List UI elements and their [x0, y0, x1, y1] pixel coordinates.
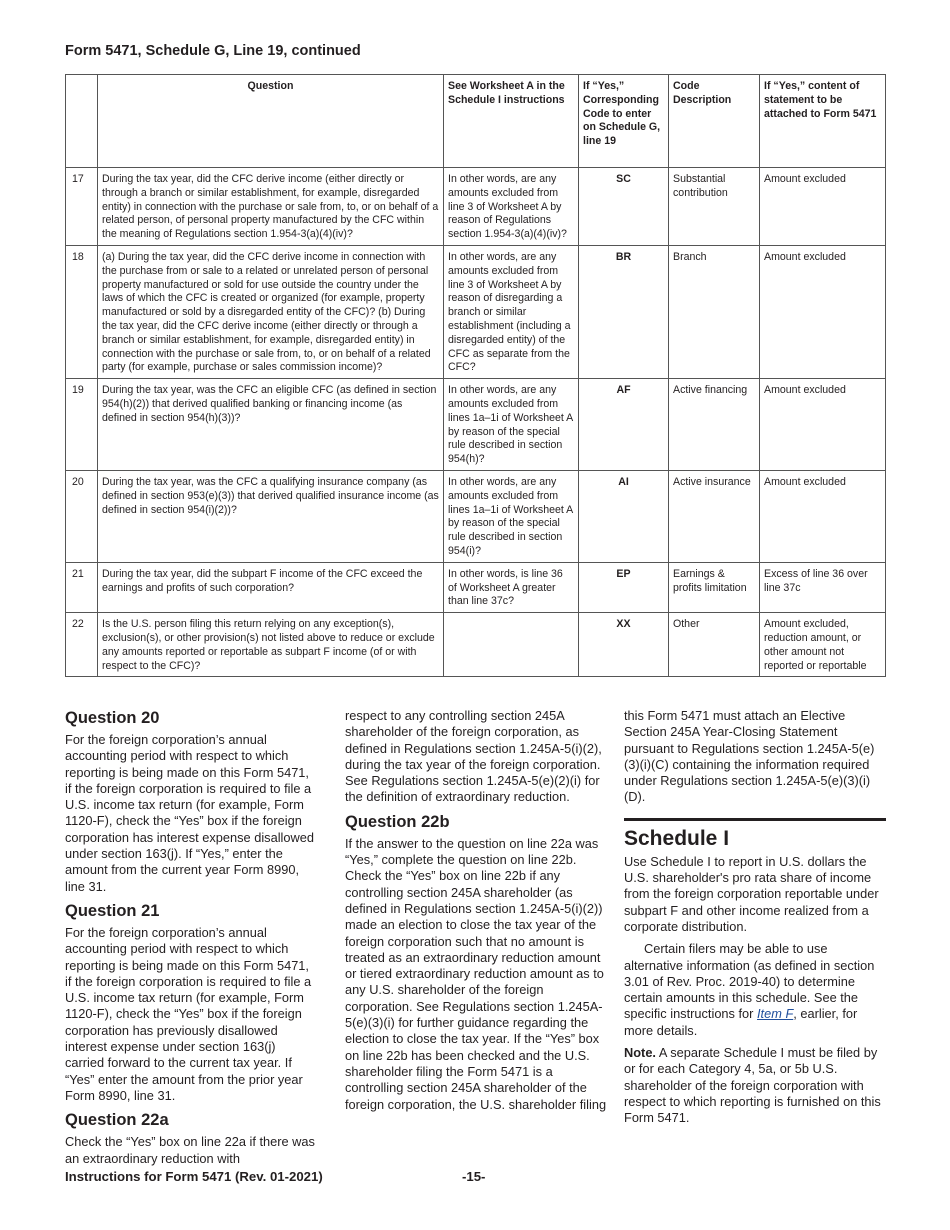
question-22b-heading: Question 22b [345, 812, 450, 831]
note-text: A separate Schedule I must be filed by or for each Category 4, 5a, or 5b U.S. shareholder of the foreign corporation with respect to which reporting is furnished on this Form 5471. [624, 1045, 881, 1126]
table-header-row [66, 75, 886, 168]
table-row [66, 613, 886, 677]
row-description: Other [669, 613, 760, 677]
question-22a-heading: Question 22a [65, 1111, 169, 1130]
header-description: Code Description [669, 75, 760, 168]
row-question: During the tax year, did the CFC derive income (either directly or through a branch or similar establishment, for example, disregarded entity) in connection with the purchase or sale from, to, or on behalf of a related person, of personal property manufactured by the CFC within the meaning of Regulations section 1.954-3(a)(4)(iv)? [98, 168, 444, 246]
row-description: Substantial contribution [669, 168, 760, 246]
row-number: 17 [66, 168, 98, 246]
row-question: During the tax year, was the CFC an eligible CFC (as defined in section 954(h)(2)) that derived qualified banking or financing income (as defined in section 954(h)(3))? [98, 379, 444, 471]
row-worksheet: In other words, are any amounts excluded from line 3 of Worksheet A by reason of Regulations section 1.954-3(a)(4)(iv)? [444, 168, 579, 246]
schedule-i-heading: Schedule I [624, 818, 886, 852]
row-code: BR [579, 245, 669, 378]
question-22b-text-part2: this Form 5471 must attach an Elective Section 245A Year-Closing Statement pursuant to Regulations section 1.245A-5(e)(3)(i)(C) containing the information required under Regulations section 1.245A-5(e)(3)(i)(D). [624, 708, 875, 805]
row-description: Branch [669, 245, 760, 378]
row-code: AF [579, 379, 669, 471]
row-code: AI [579, 470, 669, 562]
schedule-i-note [624, 1045, 886, 1126]
text-column-right [624, 708, 886, 1133]
header-statement: If “Yes,” content of statement to be attached to Form 5471 [760, 75, 886, 168]
row-code: SC [579, 168, 669, 246]
text-column-left [65, 708, 315, 1173]
header-num [66, 75, 98, 168]
row-number: 20 [66, 470, 98, 562]
row-statement: Amount excluded, reduction amount, or other amount not reported or reportable [760, 613, 886, 677]
row-statement: Amount excluded [760, 168, 886, 246]
row-code: EP [579, 562, 669, 612]
row-statement: Amount excluded [760, 379, 886, 471]
row-statement: Excess of line 36 over line 37c [760, 562, 886, 612]
row-statement: Amount excluded [760, 245, 886, 378]
question-21-heading: Question 21 [65, 901, 160, 920]
row-description: Active insurance [669, 470, 760, 562]
row-description: Earnings & profits limitation [669, 562, 760, 612]
table-row [66, 562, 886, 612]
header-question: Question [98, 75, 444, 168]
row-number: 22 [66, 613, 98, 677]
page-header-title: Form 5471, Schedule G, Line 19, continued [65, 43, 361, 59]
table-row [66, 470, 886, 562]
item-f-link[interactable]: Item F [757, 1006, 794, 1022]
row-question: During the tax year, was the CFC a qualifying insurance company (as defined in section 953(e)(3)) that derived qualified insurance income (as defined in section 954(i)(2))? [98, 470, 444, 562]
footer-form-title: Instructions for Form 5471 (Rev. 01-2021) [65, 1169, 323, 1184]
table-row [66, 245, 886, 378]
table-row [66, 379, 886, 471]
header-code: If “Yes,” Corresponding Code to enter on Schedule G, line 19 [579, 75, 669, 168]
row-description: Active financing [669, 379, 760, 471]
text-column-middle [345, 708, 607, 1119]
row-number: 19 [66, 379, 98, 471]
row-number: 18 [66, 245, 98, 378]
question-20-heading: Question 20 [65, 709, 160, 727]
row-worksheet: In other words, is line 36 of Worksheet A greater than line 37c? [444, 562, 579, 612]
row-worksheet: In other words, are any amounts excluded from line 3 of Worksheet A by reason of disregarding a branch or similar establishment (including a disregarded entity) of the CFC as separate from the CFC? [444, 245, 579, 378]
row-question: During the tax year, did the subpart F income of the CFC exceed the earnings and profits of such corporation? [98, 562, 444, 612]
question-20-text: For the foreign corporation’s annual accounting period with respect to which reporting is being made on this Form 5471, if the foreign corporation is required to file a U.S. income tax return (for example, Form 1120-F), check the “Yes” box if the foreign corporation has interest expense disallowed under section 163(j). If “Yes,” enter the amount from the current year Form 8990, line 31. [65, 732, 314, 894]
row-worksheet [444, 613, 579, 677]
question-22a-text-part1: Check the “Yes” box on line 22a if there was an extraordinary reduction with [65, 1134, 315, 1166]
schedule-i-para2 [624, 941, 886, 1039]
row-number: 21 [66, 562, 98, 612]
schedule-i-para1: Use Schedule I to report in U.S. dollars the U.S. shareholder's pro rata share of income from the foreign corporation reportable under subpart F and other income realized from a corporate distribution. [624, 853, 879, 934]
schedule-g-line19-table [65, 74, 886, 677]
schedule-i-para2-before: Certain filers may be able to use alternative information (as defined in section 3.01 of Rev. Proc. 2019-40) to determine certain amounts in this schedule. See the specific instructions for [624, 941, 875, 1022]
note-label: Note. [624, 1045, 656, 1061]
row-code: XX [579, 613, 669, 677]
question-21-text: For the foreign corporation’s annual accounting period with respect to which reporting is being made on this Form 5471, if the foreign corporation is required to file a U.S. income tax return (for example, Form 1120-F), check the “Yes” box if the foreign corporation has previously disallowed interest expense under section 163(j) carried forward to the current tax year. If “Yes” enter the amount from the prior year Form 8990, line 31. [65, 924, 312, 1103]
row-question: Is the U.S. person filing this return relying on any exception(s), exclusion(s), or other provision(s) not listed above to reduce or exclude any amounts reported or reportable as subpart F income (of or with respect to the CFC)? [98, 613, 444, 677]
row-statement: Amount excluded [760, 470, 886, 562]
row-worksheet: In other words, are any amounts excluded from lines 1a–1i of Worksheet A by reason of the special rule described in section 954(i)? [444, 470, 579, 562]
question-22a-text-part2: respect to any controlling section 245A shareholder of the foreign corporation, as defined in Regulations section 1.245A-5(i)(2), during the tax year of the foreign corporation. See Regulations section 1.245A-5(e)(2)(i) for the definition of extraordinary reduction. [345, 708, 602, 805]
table-row [66, 168, 886, 246]
question-22b-text-part1: If the answer to the question on line 22a was “Yes,” complete the question on line 22b. Check the “Yes” box on line 22b if any controlling section 245A shareholder (as defined in Regulations section 1.245A-5(i)(2)) made an election to close the tax year of the foreign corporation such that no amount is treated as an extraordinary reduction amount or tiered extraordinary reduction amount as to any U.S. shareholder of the foreign corporation. See Regulations section 1.245A-5(e)(3)(i) for further guidance regarding the election to close the tax year. If the “Yes” box on line 22b has been checked and the U.S. shareholder filing the Form 5471 is a controlling section 245A shareholder of the foreign corporation, the U.S. shareholder filing [345, 835, 607, 1112]
row-question: (a) During the tax year, did the CFC derive income in connection with the purchase from or sale to a related or unrelated person of personal property manufactured or sold for use outside the country under the laws of which the CFC is created or organized (for example, property manufactured or sold by a disregarded entity of the CFC)? (b) During the tax year, did the CFC derive income (either directly or through a branch or similar establishment, for example, disregarded entity) in connection with the purchase or sale from, to, or on behalf of a related party (for example, purchase or sales commission income)? [98, 245, 444, 378]
row-worksheet: In other words, are any amounts excluded from lines 1a–1i of Worksheet A by reason of the special rule described in section 954(h)? [444, 379, 579, 471]
schedule-i-para2-after: , earlier, for more details. [624, 1006, 858, 1038]
footer-page-number: -15- [462, 1169, 486, 1184]
header-worksheet: See Worksheet A in the Schedule I instructions [444, 75, 579, 168]
